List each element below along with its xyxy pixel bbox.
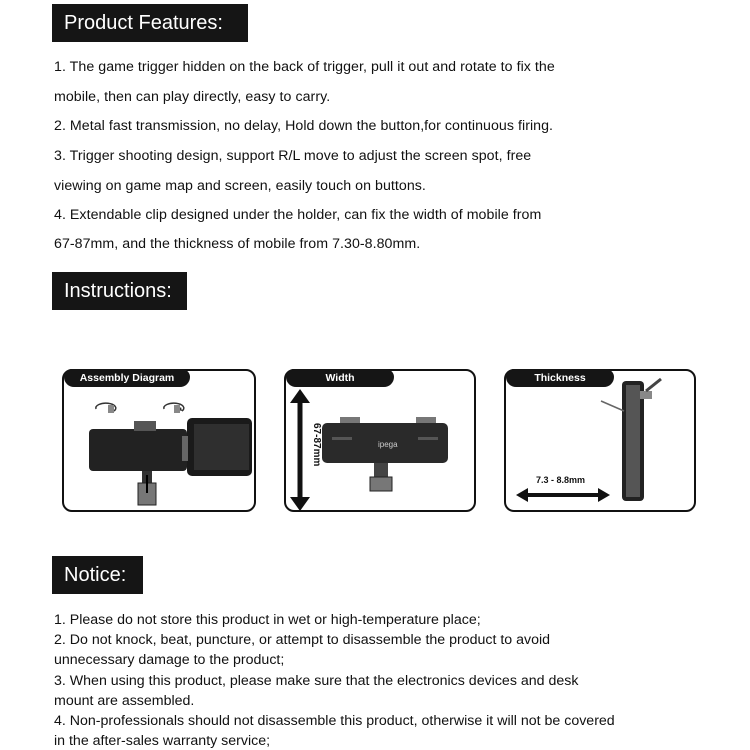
product-features-heading: Product Features: <box>52 4 248 42</box>
assembly-diagram-tab: Assembly Diagram <box>64 369 190 387</box>
notice-line: in the after-sales warranty service; <box>54 733 271 749</box>
assembly-diagram-illustration <box>64 371 254 510</box>
thickness-dimension-label: 7.3 - 8.8mm <box>536 475 586 485</box>
thickness-tab: Thickness <box>506 369 614 387</box>
notice-line: 1. Please do not store this product in wet or high-temperature place; <box>54 612 481 628</box>
width-dimension-label: 67-87mm <box>311 423 322 467</box>
notice-heading: Notice: <box>52 556 143 594</box>
feature-line: viewing on game map and screen, easily touch on buttons. <box>54 178 426 194</box>
thickness-panel <box>504 369 696 512</box>
notice-line: 2. Do not knock, beat, puncture, or attempt to disassemble the product to avoid <box>54 632 551 648</box>
notice-line: 4. Non-professionals should not disassemble this product, otherwise it will not be covered <box>54 713 615 729</box>
notice-line: 3. When using this product, please make sure that the electronics devices and desk <box>54 673 579 689</box>
feature-line: 67-87mm, and the thickness of mobile from 7.30-8.80mm. <box>54 236 421 252</box>
assembly-diagram-panel <box>62 369 256 512</box>
device-brand-label: ipega <box>378 440 398 449</box>
feature-line: 3. Trigger shooting design, support R/L move to adjust the screen spot, free <box>54 148 532 164</box>
instructions-heading: Instructions: <box>52 272 187 310</box>
feature-line: 2. Metal fast transmission, no delay, Hold down the button,for continuous firing. <box>54 118 554 134</box>
feature-line: mobile, then can play directly, easy to carry. <box>54 89 331 105</box>
notice-line: unnecessary damage to the product; <box>54 652 285 668</box>
thickness-illustration <box>506 371 694 510</box>
feature-line: 1. The game trigger hidden on the back of trigger, pull it out and rotate to fix the <box>54 59 555 75</box>
width-panel <box>284 369 476 512</box>
notice-line: mount are assembled. <box>54 693 195 709</box>
width-tab: Width <box>286 369 394 387</box>
width-illustration <box>286 371 474 510</box>
feature-line: 4. Extendable clip designed under the holder, can fix the width of mobile from <box>54 207 542 223</box>
